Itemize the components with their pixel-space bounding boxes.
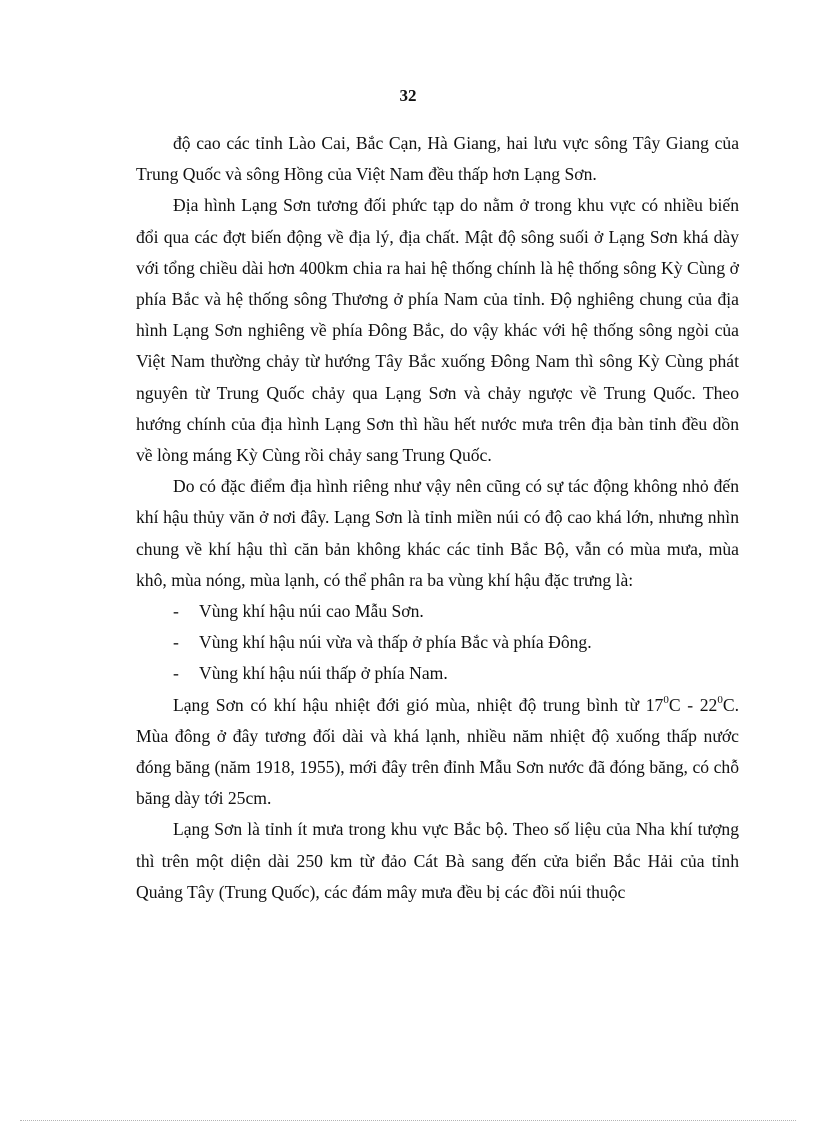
list-item: [136, 627, 739, 658]
paragraph-5: Lạng Sơn là tỉnh ít mưa trong khu vực Bắc bộ. Theo số liệu của Nha khí tượng thì trên một diện dài 250 km từ đảo Cát Bà sang đến cửa biển Bắc Hải của tỉnh Quảng Tây (Trung Quốc), các đám mây mưa đều bị các đồi núi thuộc: [136, 819, 739, 902]
paragraph-2: Địa hình Lạng Sơn tương đối phức tạp do nằm ở trong khu vực có nhiều biến đổi qua các đợt biến động về địa lý, địa chất. Mật độ sông suối ở Lạng Sơn khá dày với tổng chiều dài hơn 400km chia ra hai hệ thống chính là hệ thống sông Kỳ Cùng ở phía Bắc và hệ thống sông Thương ở phía Nam của tỉnh. Độ nghiêng chung của địa hình Lạng Sơn nghiêng về phía Đông Bắc, do vậy khác với hệ thống sông ngòi của Việt Nam thường chảy từ hướng Tây Bắc xuống Đông Nam thì sông Kỳ Cùng phát nguyên từ Trung Quốc chảy qua Lạng Sơn và chảy ngược về Trung Quốc. Theo hướng chính của địa hình Lạng Sơn thì hầu hết nước mưa trên địa bàn tỉnh đều dồn về lòng máng Kỳ Cùng rồi chảy sang Trung Quốc.: [136, 195, 739, 466]
bullet-dash: -: [173, 632, 179, 653]
climate-zone-list: [136, 596, 739, 690]
document-body: [136, 128, 739, 908]
list-item-text: Vùng khí hậu núi cao Mẫu Sơn.: [199, 601, 424, 622]
footer-divider: [20, 1120, 796, 1121]
paragraph-4-part-c: C. Mùa đông ở đây tương đối dài và khá lạnh, nhiều năm nhiệt độ xuống thấp nước đóng băng (năm 1918, 1955), mới đây trên đỉnh Mẫu Sơn nước đã đóng băng, có chỗ băng dày tới 25cm.: [136, 694, 739, 809]
degree-superscript: 0: [663, 693, 669, 706]
list-item-text: Vùng khí hậu núi thấp ở phía Nam.: [199, 663, 448, 684]
list-item: [136, 658, 739, 689]
paragraph-1: độ cao các tỉnh Lào Cai, Bắc Cạn, Hà Giang, hai lưu vực sông Tây Giang của Trung Quốc và sông Hồng của Việt Nam đều thấp hơn Lạng Sơn.: [136, 133, 739, 185]
page-number: 32: [399, 86, 417, 105]
list-item: [136, 596, 739, 627]
paragraph-4-part-b: C - 22: [668, 694, 718, 715]
bullet-dash: -: [173, 663, 179, 684]
paragraph-4: [136, 690, 739, 815]
paragraph-4-part-a: Lạng Sơn có khí hậu nhiệt đới gió mùa, nhiệt độ trung bình từ 17: [173, 694, 664, 715]
list-item-text: Vùng khí hậu núi vừa và thấp ở phía Bắc và phía Đông.: [199, 632, 592, 653]
bullet-dash: -: [173, 601, 179, 622]
paragraph-3: Do có đặc điểm địa hình riêng như vậy nên cũng có sự tác động không nhỏ đến khí hậu thủy văn ở nơi đây. Lạng Sơn là tỉnh miền núi có độ cao khá lớn, nhưng nhìn chung về khí hậu thì căn bản không khác các tỉnh Bắc Bộ, vẫn có mùa mưa, mùa khô, mùa nóng, mùa lạnh, có thể phân ra ba vùng khí hậu đặc trưng là:: [136, 476, 739, 590]
degree-superscript: 0: [717, 693, 723, 706]
